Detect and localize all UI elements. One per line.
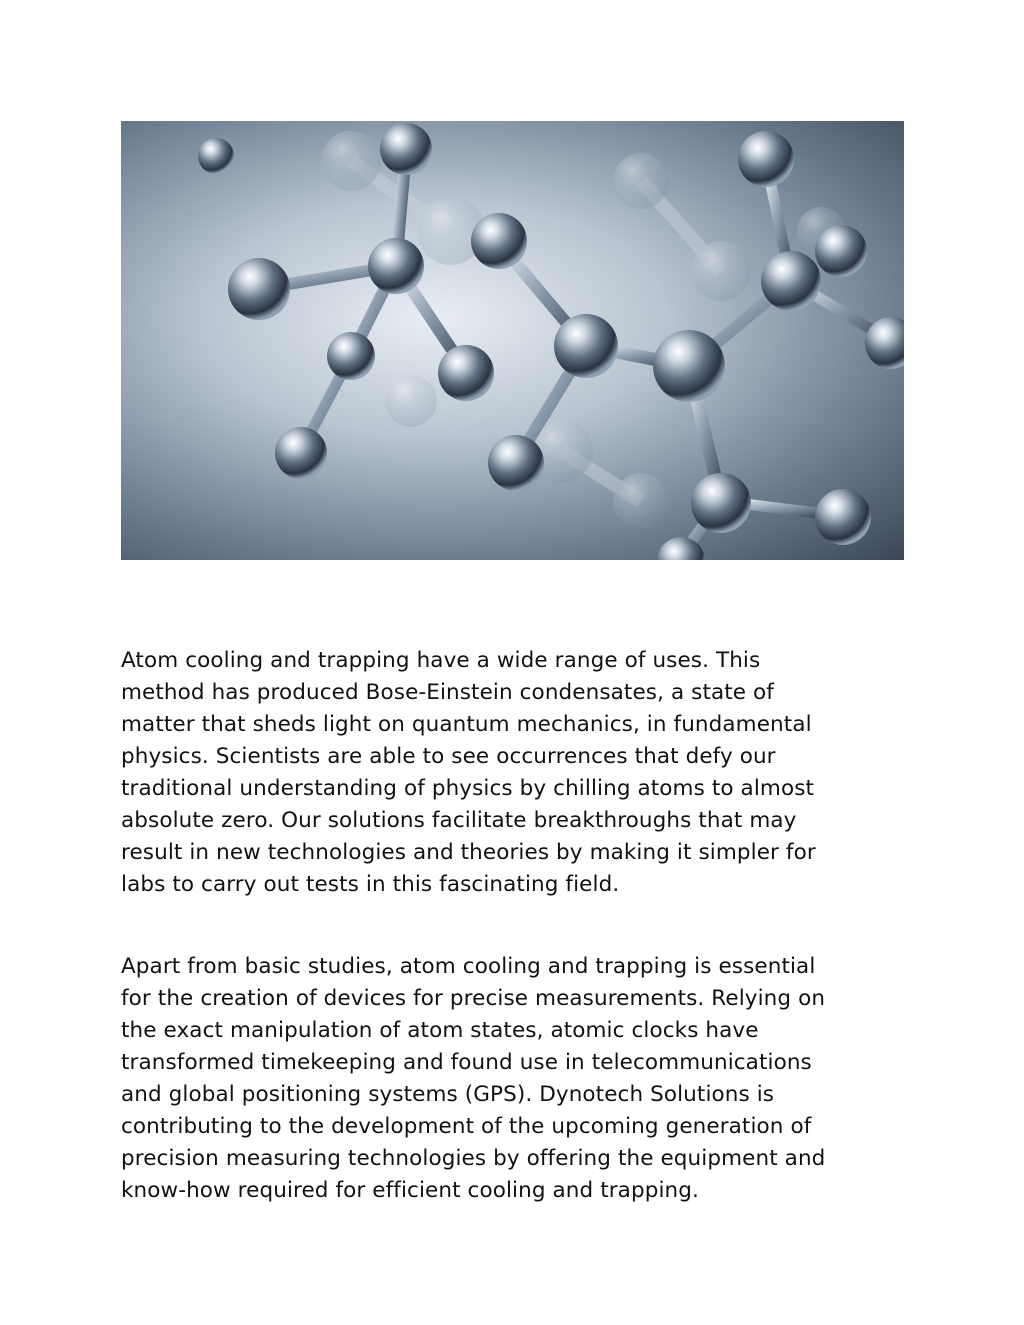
paragraph-1	[121, 645, 911, 901]
molecule-structure-image	[121, 121, 904, 560]
paragraph-line: Apart from basic studies, atom cooling and trapping is essential	[121, 954, 816, 979]
paragraph-line: traditional understanding of physics by chilling atoms to almost	[121, 776, 815, 801]
paragraph-line: for the creation of devices for precise measurements. Relying on	[121, 986, 826, 1011]
paragraph-line: the exact manipulation of atom states, atomic clocks have	[121, 1018, 759, 1043]
paragraph-line: transformed timekeeping and found use in telecommunications	[121, 1050, 812, 1075]
paragraph-line: matter that sheds light on quantum mechanics, in fundamental	[121, 712, 812, 737]
paragraph-line: know-how required for efficient cooling and trapping.	[121, 1178, 699, 1203]
paragraph-line: absolute zero. Our solutions facilitate breakthroughs that may	[121, 808, 797, 833]
paragraph-line: contributing to the development of the upcoming generation of	[121, 1114, 812, 1139]
molecule-illustration	[121, 121, 904, 560]
paragraph-2	[121, 951, 911, 1207]
paragraph-line: result in new technologies and theories by making it simpler for	[121, 840, 816, 865]
paragraph-line: method has produced Bose-Einstein condensates, a state of	[121, 680, 774, 705]
paragraph-line: labs to carry out tests in this fascinating field.	[121, 872, 620, 897]
paragraph-line: and global positioning systems (GPS). Dynotech Solutions is	[121, 1082, 775, 1107]
paragraph-line: precision measuring technologies by offering the equipment and	[121, 1146, 826, 1171]
paragraph-line: Atom cooling and trapping have a wide range of uses. This	[121, 648, 761, 673]
paragraph-line: physics. Scientists are able to see occurrences that defy our	[121, 744, 776, 769]
molecule-atoms	[198, 123, 904, 560]
